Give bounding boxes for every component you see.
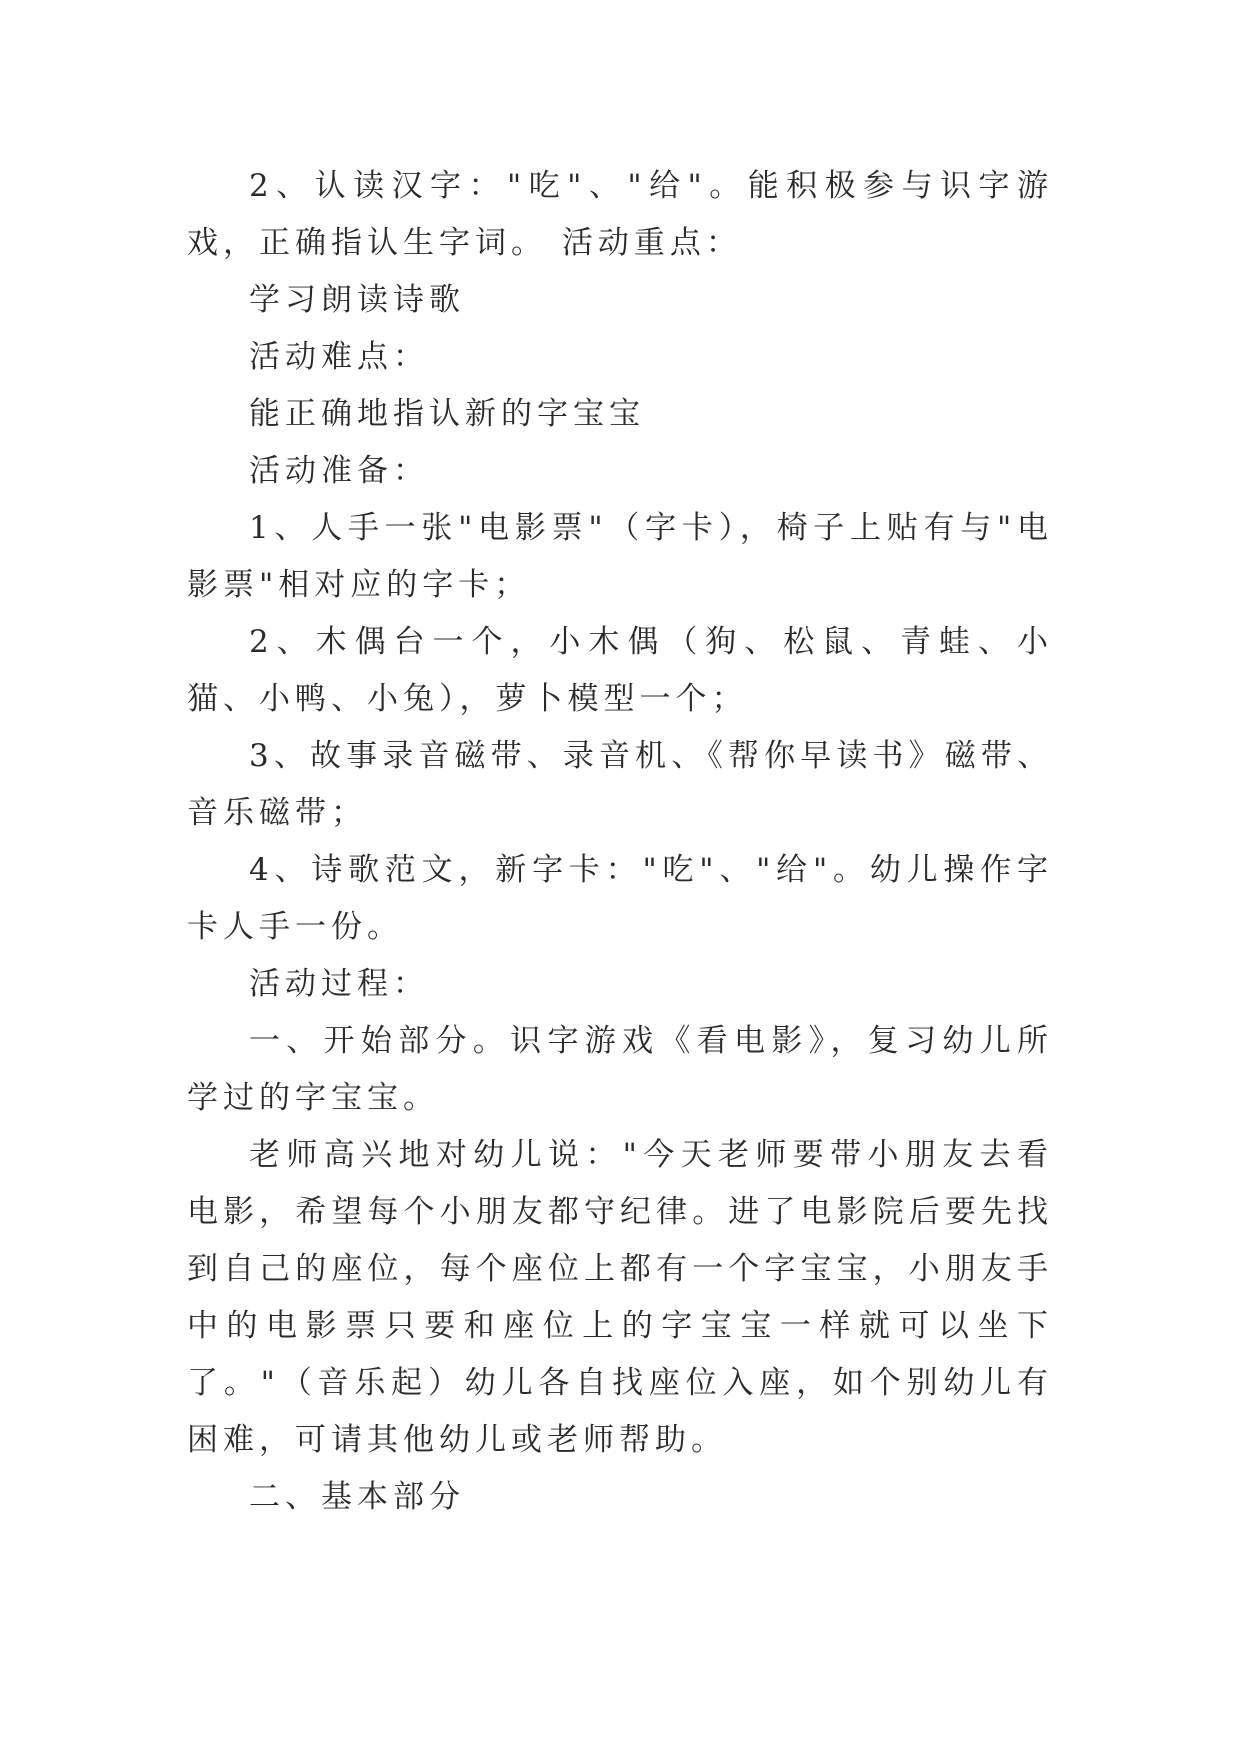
paragraph-teacher-speech: 老师高兴地对幼儿说："今天老师要带小朋友去看电影，希望每个小朋友都守纪律。进了电影院后要先找到自己的座位，每个座位上都有一个字宝宝，小朋友手中的电影票只要和座位上的字宝宝一样就可以坐下了。"（音乐起）幼儿各自找座位入座，如个别幼儿有困难，可请其他幼儿或老师帮助。 (187, 1137, 1053, 1458)
paragraph-difficulty-heading: 活动难点： (249, 339, 429, 375)
paragraph-preparation-3: 3、故事录音磁带、录音机、《帮你早读书》磁带、音乐磁带； (187, 738, 1053, 831)
paragraph-process-part-1: 一、开始部分。识字游戏《看电影》，复习幼儿所学过的字宝宝。 (187, 1023, 1053, 1116)
paragraph-preparation-4: 4、诗歌范文，新字卡："吃"、"给"。幼儿操作字卡人手一份。 (187, 852, 1053, 945)
document-body (187, 158, 1053, 1526)
paragraph-preparation-2: 2、木偶台一个，小木偶（狗、松鼠、青蛙、小猫、小鸭、小兔），萝卜模型一个； (187, 624, 1053, 717)
paragraph-difficulty-content: 能正确地指认新的字宝宝 (249, 396, 645, 432)
paragraph-preparation-heading: 活动准备： (249, 453, 429, 489)
paragraph-objective-2: 2、认读汉字："吃"、"给"。能积极参与识字游戏，正确指认生字词。 活动重点： (187, 168, 1053, 261)
paragraph-focus-content: 学习朗读诗歌 (249, 282, 465, 318)
paragraph-process-heading: 活动过程： (249, 966, 429, 1002)
paragraph-preparation-1: 1、人手一张"电影票"（字卡），椅子上贴有与"电影票"相对应的字卡； (187, 510, 1053, 603)
paragraph-process-part-2: 二、基本部分 (249, 1479, 465, 1515)
